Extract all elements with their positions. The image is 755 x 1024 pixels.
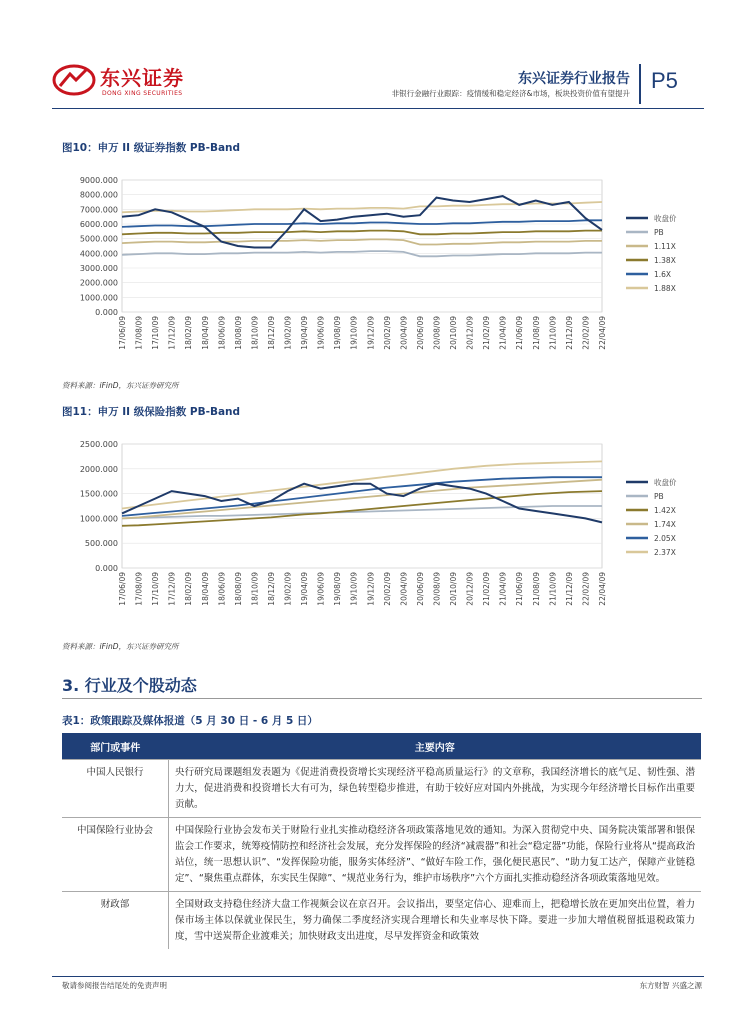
x-tick-label: 21/02/09 xyxy=(482,316,492,350)
x-tick-label: 22/04/09 xyxy=(598,316,607,350)
table-header-dept: 部门或事件 xyxy=(62,733,169,760)
x-tick-label: 18/04/09 xyxy=(200,572,210,606)
x-tick-label: 18/10/09 xyxy=(250,316,260,350)
legend-label: 2.05X xyxy=(654,534,676,543)
y-tick-label: 1000.000 xyxy=(79,293,118,303)
x-tick-label: 17/06/09 xyxy=(118,572,127,606)
x-tick-label: 17/12/09 xyxy=(167,316,177,350)
figure11-title: 图11：申万 II 级保险指数 PB-Band xyxy=(62,406,241,418)
x-tick-label: 21/08/09 xyxy=(531,316,541,350)
x-tick-label: 20/12/09 xyxy=(465,572,475,606)
x-tick-label: 20/08/09 xyxy=(432,316,442,350)
company-logo-text: 东兴证券 xyxy=(100,66,184,90)
x-tick-label: 17/08/09 xyxy=(134,572,144,606)
x-tick-label: 20/12/09 xyxy=(465,316,475,350)
x-tick-label: 19/12/09 xyxy=(366,316,376,350)
x-tick-label: 21/06/09 xyxy=(515,572,525,606)
plot-area xyxy=(122,180,602,312)
x-tick-label: 20/02/09 xyxy=(382,572,392,606)
x-tick-label: 19/08/09 xyxy=(333,316,343,350)
company-logo-mark xyxy=(52,62,104,98)
x-tick-label: 21/04/09 xyxy=(498,316,508,350)
y-tick-label: 2500.000 xyxy=(79,440,118,449)
table-row xyxy=(62,892,701,950)
legend-label: PB xyxy=(654,228,664,237)
report-subtitle: 非银行金融行业跟踪：疫情缓和稳定经济&市场，板块投资价值有望提升 xyxy=(391,89,630,98)
report-title: 东兴证券行业报告 xyxy=(518,71,630,87)
x-tick-label: 20/08/09 xyxy=(432,572,442,606)
x-tick-label: 20/10/09 xyxy=(449,572,459,606)
table1-title: 表1：政策跟踪及媒体报道（5 月 30 日 - 6 月 5 日） xyxy=(62,715,318,727)
y-tick-label: 5000.000 xyxy=(79,234,118,244)
section-title: 3. 行业及个股动态 xyxy=(62,676,197,695)
y-tick-label: 1000.000 xyxy=(79,514,118,524)
x-tick-label: 17/10/09 xyxy=(151,572,161,606)
y-tick-label: 2000.000 xyxy=(79,278,118,288)
x-tick-label: 19/02/09 xyxy=(283,572,293,606)
y-tick-label: 8000.000 xyxy=(79,190,118,200)
securities-pb-band-chart xyxy=(62,172,702,370)
x-tick-label: 18/08/09 xyxy=(233,572,243,606)
x-tick-label: 18/04/09 xyxy=(200,316,210,350)
legend-label: 收盘价 xyxy=(654,214,677,223)
company-logo-subtext: DONG XING SECURITIES xyxy=(102,90,183,97)
x-tick-label: 22/02/09 xyxy=(581,316,591,350)
y-tick-label: 2000.000 xyxy=(79,464,118,474)
legend-label: 1.88X xyxy=(654,284,676,293)
x-tick-label: 21/08/09 xyxy=(531,572,541,606)
x-tick-label: 17/12/09 xyxy=(167,572,177,606)
x-tick-label: 21/06/09 xyxy=(515,316,525,350)
table-cell-content: 全国财政支持稳住经济大盘工作视频会议在京召开。会议指出，要坚定信心、迎难而上，把稳增长放在更加突出位置，着力保市场主体以保就业保民生，努力确保二季度经济实现合理增长和失业率尽快下降。要进一步加大增值税留抵退税政策力度，雪中送炭帮企业渡难关；加快财政支出进度，尽早发挥资金和政策效 xyxy=(169,892,702,950)
x-tick-label: 19/08/09 xyxy=(333,572,343,606)
x-tick-label: 20/06/09 xyxy=(415,572,425,606)
table-cell-dept: 财政部 xyxy=(62,892,169,950)
x-tick-label: 18/06/09 xyxy=(217,316,227,350)
x-tick-label: 21/12/09 xyxy=(564,316,574,350)
x-tick-label: 17/06/09 xyxy=(118,316,127,350)
x-tick-label: 21/02/09 xyxy=(482,572,492,606)
x-tick-label: 19/10/09 xyxy=(349,316,359,350)
x-tick-label: 21/12/09 xyxy=(564,572,574,606)
legend-label: 收盘价 xyxy=(654,478,677,487)
legend-label: 1.11X xyxy=(654,242,676,251)
footer-disclaimer: 敬请参阅报告结尾处的免责声明 xyxy=(62,981,167,990)
x-tick-label: 19/02/09 xyxy=(283,316,293,350)
legend-label: 1.42X xyxy=(654,506,676,515)
y-tick-label: 1500.000 xyxy=(79,489,118,499)
x-tick-label: 19/04/09 xyxy=(300,572,310,606)
table-row xyxy=(62,760,701,818)
insurance-pb-band-chart xyxy=(62,436,702,626)
y-tick-label: 6000.000 xyxy=(79,220,118,229)
header-divider xyxy=(639,64,641,104)
table-header-row xyxy=(62,733,701,760)
table-row xyxy=(62,818,701,892)
x-tick-label: 17/10/09 xyxy=(151,316,161,350)
table-cell-dept: 中国保险行业协会 xyxy=(62,818,169,892)
x-tick-label: 19/06/09 xyxy=(316,316,326,350)
x-tick-label: 18/02/09 xyxy=(184,316,194,350)
figure10-title: 图10：申万 II 级证券指数 PB-Band xyxy=(62,142,241,154)
legend-label: 1.38X xyxy=(654,256,676,265)
x-tick-label: 21/10/09 xyxy=(548,572,558,606)
x-tick-label: 18/02/09 xyxy=(184,572,194,606)
x-tick-label: 18/08/09 xyxy=(233,316,243,350)
footer-rule xyxy=(52,976,704,977)
x-tick-label: 18/12/09 xyxy=(266,572,276,606)
x-tick-label: 18/10/09 xyxy=(250,572,260,606)
table-header-content: 主要内容 xyxy=(169,733,702,760)
x-tick-label: 18/06/09 xyxy=(217,572,227,606)
x-tick-label: 20/02/09 xyxy=(382,316,392,350)
x-tick-label: 18/12/09 xyxy=(266,316,276,350)
y-tick-label: 3000.000 xyxy=(79,264,118,273)
y-tick-label: 0.000 xyxy=(95,308,118,317)
x-tick-label: 20/04/09 xyxy=(399,316,409,350)
header-rule xyxy=(52,108,704,109)
section-rule xyxy=(62,698,702,699)
table-cell-dept: 中国人民银行 xyxy=(62,760,169,818)
legend-label: PB xyxy=(654,492,664,501)
x-tick-label: 19/06/09 xyxy=(316,572,326,606)
page-number: P5 xyxy=(651,68,678,93)
x-tick-label: 19/04/09 xyxy=(300,316,310,350)
y-tick-label: 9000.000 xyxy=(79,176,118,185)
x-tick-label: 21/10/09 xyxy=(548,316,558,350)
x-tick-label: 20/04/09 xyxy=(399,572,409,606)
figure10-source: 资料来源：iFinD，东兴证券研究所 xyxy=(62,381,179,390)
x-tick-label: 21/04/09 xyxy=(498,572,508,606)
x-tick-label: 19/10/09 xyxy=(349,572,359,606)
y-tick-label: 4000.000 xyxy=(79,249,118,259)
legend-label: 2.37X xyxy=(654,548,676,557)
table-cell-content: 中国保险行业协会发布关于财险行业扎实推动稳经济各项政策落地见效的通知。为深入贯彻党中央、国务院决策部署和银保监会工作要求，统筹疫情防控和经济社会发展，充分发挥保险的经济“减震器”和社会“稳定器”功能，保险行业将从“提高政治站位，统一思想认识”、“发挥保险功能，服务实体经济”、“做好车险工作，强化便民惠民”、“助力复工达产，保障产业链稳定”、“聚焦重点群体，东实民生保障”、“规范业务行为，维护市场秩序”六个方面扎实推动稳经济各项政策落地见效。 xyxy=(169,818,702,892)
table-cell-content: 央行研究局课题组发表题为《促进消费投资增长实现经济平稳高质量运行》的文章称，我国经济增长的底气足、韧性强、潜力大，促进消费和投资增长大有可为，绿色转型稳步推进，有助于较好应对国内外挑战，为实现今年经济增长目标作出重要贡献。 xyxy=(169,760,702,818)
x-tick-label: 20/06/09 xyxy=(415,316,425,350)
figure11-source: 资料来源：iFinD，东兴证券研究所 xyxy=(62,642,179,651)
x-tick-label: 20/10/09 xyxy=(449,316,459,350)
x-tick-label: 22/02/09 xyxy=(581,572,591,606)
policy-tracking-table xyxy=(62,733,701,949)
x-tick-label: 17/08/09 xyxy=(134,316,144,350)
x-tick-label: 22/04/09 xyxy=(598,572,607,606)
x-tick-label: 19/12/09 xyxy=(366,572,376,606)
legend-label: 1.74X xyxy=(654,520,676,529)
y-tick-label: 0.000 xyxy=(95,564,118,573)
legend-label: 1.6X xyxy=(654,270,672,279)
footer-slogan: 东方财智 兴盛之源 xyxy=(639,981,702,990)
y-tick-label: 7000.000 xyxy=(79,205,118,215)
y-tick-label: 500.000 xyxy=(84,539,118,549)
